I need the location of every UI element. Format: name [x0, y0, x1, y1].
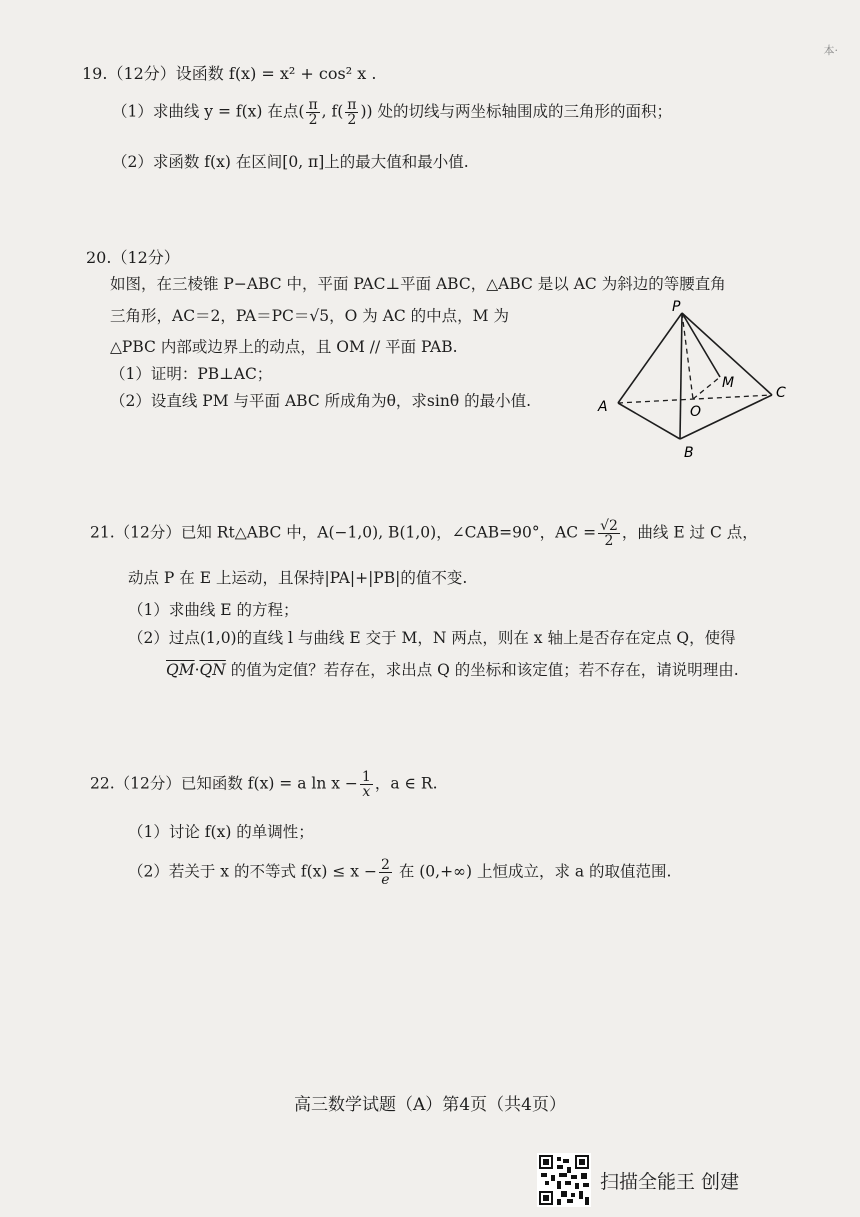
label-C: C: [776, 385, 786, 401]
label-B: B: [684, 445, 694, 461]
question-21-line-2: 动点 P 在 E 上运动，且保持|PA|+|PB|的值不变.: [128, 569, 468, 587]
q22-f2-den: e: [381, 872, 390, 888]
scanner-watermark-text: 扫描全能王 创建: [600, 1171, 740, 1193]
q22-l3-text-b: 在 (0,+∞) 上恒成立，求 a 的取值范围.: [393, 862, 672, 881]
q22-fraction-1: [360, 770, 373, 799]
question-20-part-2: （2）设直线 PM 与平面 ABC 所成角为θ，求sinθ 的最小值.: [110, 392, 532, 410]
label-M: M: [722, 375, 735, 391]
segment-OM-hidden: [693, 377, 720, 399]
q19-fraction-2: [345, 98, 358, 127]
question-22-part-1: （1）讨论 f(x) 的单调性；: [128, 823, 314, 841]
question-21-line-5: [166, 658, 739, 680]
question-20-heading: 20.（12分）: [86, 248, 180, 267]
q19-p1-text-b: , f(: [321, 102, 344, 121]
edge-PM: [682, 313, 720, 377]
q19-p1-text-c: )) 处的切线与两坐标轴围成的三角形的面积；: [360, 102, 673, 121]
q19-f1-num: π: [308, 97, 318, 113]
q22-l1-text-b: ，a ∈ R.: [374, 774, 438, 793]
dot-product-sign: ·: [194, 661, 200, 679]
label-P: P: [672, 299, 681, 315]
q22-l1-text-a: 22.（12分）已知函数 f(x) = a ln x −: [90, 774, 358, 793]
q19-f2-den: 2: [347, 112, 357, 128]
q22-f1-num: 1: [361, 769, 371, 785]
vector-QN: $\overline{QN}$: [199, 661, 226, 679]
q22-fraction-2: [379, 858, 392, 887]
question-22-part-2: [128, 858, 671, 887]
q19-f1-den: 2: [308, 112, 318, 128]
question-19-heading: 19.（12分）设函数 f(x) = x² + cos² x .: [82, 64, 377, 83]
question-20-part-1: （1）证明：PB⊥AC；: [110, 365, 273, 383]
q21-fraction: [598, 519, 620, 548]
pyramid-figure: [590, 295, 800, 465]
question-20-line-2: 三角形，AC＝2，PA＝PC＝√5，O 为 AC 的中点，M 为: [110, 307, 509, 325]
q21-l1-text-a: 21.（12分）已知 Rt△ABC 中，A(−1,0), B(1,0)，∠CAB=90°，AC =: [90, 523, 597, 542]
q21-f-den: 2: [604, 533, 614, 549]
page-footer: 高三数学试题（A）第4页（共4页）: [294, 1095, 566, 1115]
question-19-part-2: （2）求函数 f(x) 在区间[0, π]上的最大值和最小值.: [112, 153, 469, 171]
q22-f2-num: 2: [380, 857, 390, 873]
label-O: O: [690, 404, 702, 420]
qr-code-icon: [537, 1153, 591, 1207]
question-19-part-1: [112, 98, 672, 127]
question-21-part-1: （1）求曲线 E 的方程；: [128, 601, 299, 619]
q21-l5-text-b: 的值为定值？若存在，求出点 Q 的坐标和该定值；若不存在，请说明理由.: [225, 661, 739, 679]
question-22-line-1: [90, 770, 438, 799]
question-21-part-2: （2）过点(1,0)的直线 l 与曲线 E 交于 M，N 两点，则在 x 轴上是否存在定点 Q，使得: [128, 629, 736, 647]
q21-l1-text-b: ，曲线 E 过 C 点，: [621, 523, 758, 542]
label-A: A: [598, 399, 608, 415]
question-20-line-1: 如图，在三棱锥 P−ABC 中，平面 PAC⊥平面 ABC，△ABC 是以 AC 为斜边的等腰直角: [110, 275, 726, 293]
q21-f-num: √2: [600, 518, 618, 534]
edge-PA: [618, 313, 682, 403]
q19-f2-num: π: [347, 97, 357, 113]
segment-PO-hidden: [682, 313, 693, 399]
edge-AB: [618, 403, 680, 439]
q19-fraction-1: [306, 98, 319, 127]
q22-f1-den: x: [362, 784, 371, 800]
q22-l3-text-a: （2）若关于 x 的不等式 f(x) ≤ x −: [128, 862, 377, 881]
question-20-line-3: △PBC 内部或边界上的动点，且 OM // 平面 PAB.: [110, 338, 458, 356]
question-21-line-1: [90, 519, 758, 548]
q19-p1-text-a: （1）求曲线 y = f(x) 在点(: [112, 102, 305, 121]
edge-AC-hidden: [618, 395, 772, 403]
corner-mark: 本·: [823, 44, 838, 57]
vector-QM: $\overline{QM}$: [166, 661, 195, 679]
edge-PB: [680, 313, 682, 439]
